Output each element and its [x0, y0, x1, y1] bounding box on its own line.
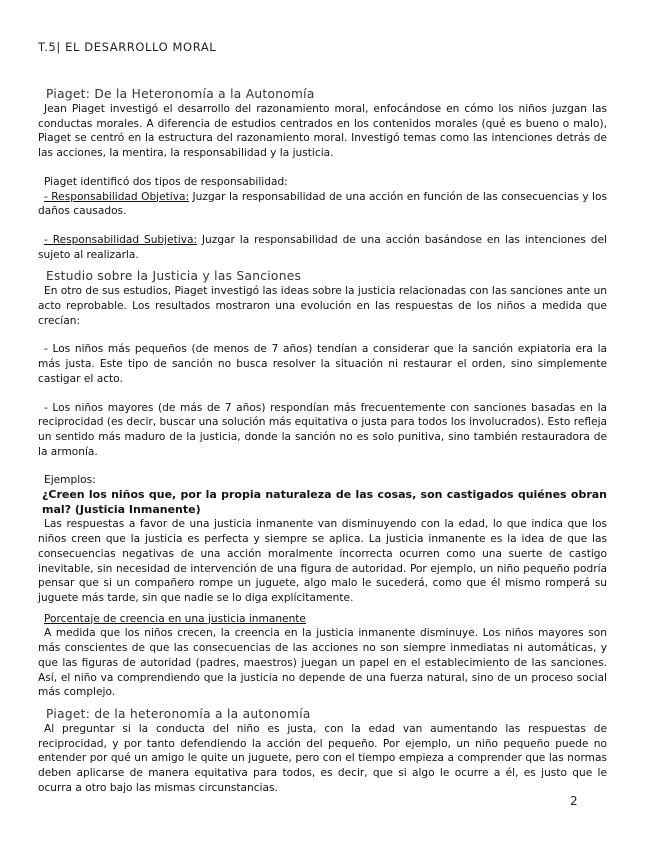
section-title-heteronomy-autonomy: Piaget: de la heteronomía a la autonomía [46, 706, 311, 721]
document-body [38, 86, 607, 795]
subjective-label: - Responsabilidad Subjetiva: [44, 233, 198, 246]
section-title-immanent-percentage: Porcentaje de creencia en una justicia inmanente [44, 612, 306, 625]
paragraph-reciprocity: Al preguntar si la conducta del niño es justa, con la edad van aumentando las respuestas de reciprocidad, y por tanto defendiendo la acción del pequeño. Por ejemplo, un niño pequeño puede no entender por qué un amigo le quite un juguete, pero con el tiempo empieza a comprender que las normas deben aplicarse de manera equitativa para todos, es decir, que si algo le ocurre a él, es justo que le ocurra a otro bajo las mismas circunstancias. [38, 722, 607, 794]
paragraph-immanent-justice: Las respuestas a favor de una justicia inmanente van disminuyendo con la edad, lo que indica que los niños creen que la justicia es perfecta y siempre se aplica. La justicia inmanente es la idea de que las consecuencias negativas de una acción moralmente incorrecta ocurren como una suerte de castigo inevitable, sin necesidad de intervención de una figura de autoridad. Por ejemplo, un niño pequeño podría pensar que si un compañero rompe un juguete, algo malo le sucederá, como que él mismo romperá su juguete más tarde, sin que nadie se lo diga explícitamente. [38, 518, 607, 604]
page-number: 2 [570, 794, 578, 808]
objective-label: - Responsabilidad Objetiva: [44, 190, 190, 203]
paragraph-young-children: - Los niños más pequeños (de menos de 7 años) tendían a considerar que la sanción expiatoria era la más justa. Este tipo de sanción no busca resolver la situación ni restaurar el orden, sino simplemente castigar el acto. [38, 343, 607, 385]
paragraph-intro: Jean Piaget investigó el desarrollo del razonamiento moral, enfocándose en cómo los niños juzgan las conductas morales. A diferencia de estudios centrados en los contenidos morales (qué es bueno o malo), Piaget se centró en la estructura del razonamiento moral. Investigó temas como las intenciones detrás de las acciones, la mentira, la responsabilidad y la justicia. [38, 103, 607, 160]
paragraph-older-children: - Los niños mayores (de más de 7 años) respondían más frecuentemente con sanciones basadas en la reciprocidad (es decir, buscar una solución más equitativa o justa para todos los involucrados). Esto refleja un sentido más maduro de la justicia, donde la sanción no es solo punitiva, sino también restauradora de la armonía. [38, 401, 607, 458]
paragraph-immanent-decrease: A medida que los niños crecen, la creencia en la justicia inmanente disminuye. Los niños mayores son más conscientes de que las consecuencias de las acciones no son siempre inmediatas ni automáticas, y que las figuras de autoridad (padres, maestros) juegan un papel en el establecimiento de las sanciones. Así, el niño va comprendiendo que la justicia no depende de una fuerza natural, sino de un proceso social más complejo. [38, 627, 607, 699]
paragraph-responsibility-types: Piaget identificó dos tipos de responsabilidad: [44, 175, 288, 188]
section-title-piaget: Piaget: De la Heteronomía a la Autonomía [46, 87, 315, 101]
examples-label: Ejemplos: [44, 474, 96, 487]
objective-text: Juzgar la responsabilidad de una acción en función de las consecuencias y los daños causados. [38, 190, 607, 218]
document-header: T.5| EL DESARROLLO MORAL [38, 40, 217, 54]
section-title-justice-study: Estudio sobre la Justicia y las Sanciones [46, 269, 302, 284]
immanent-justice-question: ¿Creen los niños que, por la propia naturaleza de las cosas, son castigados quiénes obran mal? (Justicia Inmanente) [42, 488, 607, 516]
paragraph-objective-responsibility [38, 190, 607, 219]
subjective-text: Juzgar la responsabilidad de una acción basándose en las intenciones del sujeto al realizarla. [38, 233, 607, 261]
paragraph-justice-study: En otro de sus estudios, Piaget investigó las ideas sobre la justicia relacionadas con las sanciones ante un acto reprobable. Los resultados mostraron una evolución en las respuestas de los niños a medida que crecían: [38, 285, 607, 327]
paragraph-subjective-responsibility [38, 233, 607, 262]
